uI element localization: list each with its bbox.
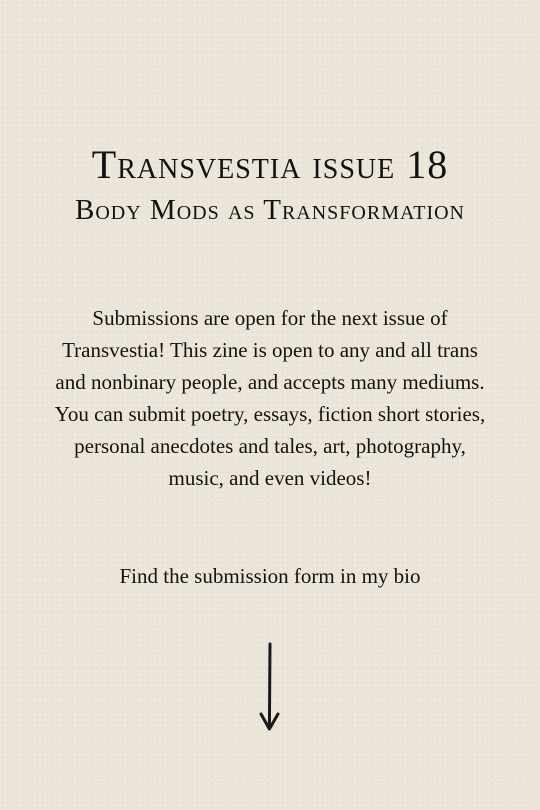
call-to-action: Find the submission form in my bio (119, 564, 421, 588)
page-subtitle: Body Mods as Transformation (74, 194, 465, 226)
page-title: Transvestia issue 18 (91, 142, 449, 187)
arrow-down-icon (254, 640, 286, 736)
submission-description: Submissions are open for the next issue of Transvestia! This zine is open to any and all trans and nonbinary people, and accepts many mediums. You can submit poetry, essays, fiction short stories, personal anecdotes and tales, art, photography, music, and even videos! (54, 306, 486, 490)
title-block (0, 140, 540, 230)
